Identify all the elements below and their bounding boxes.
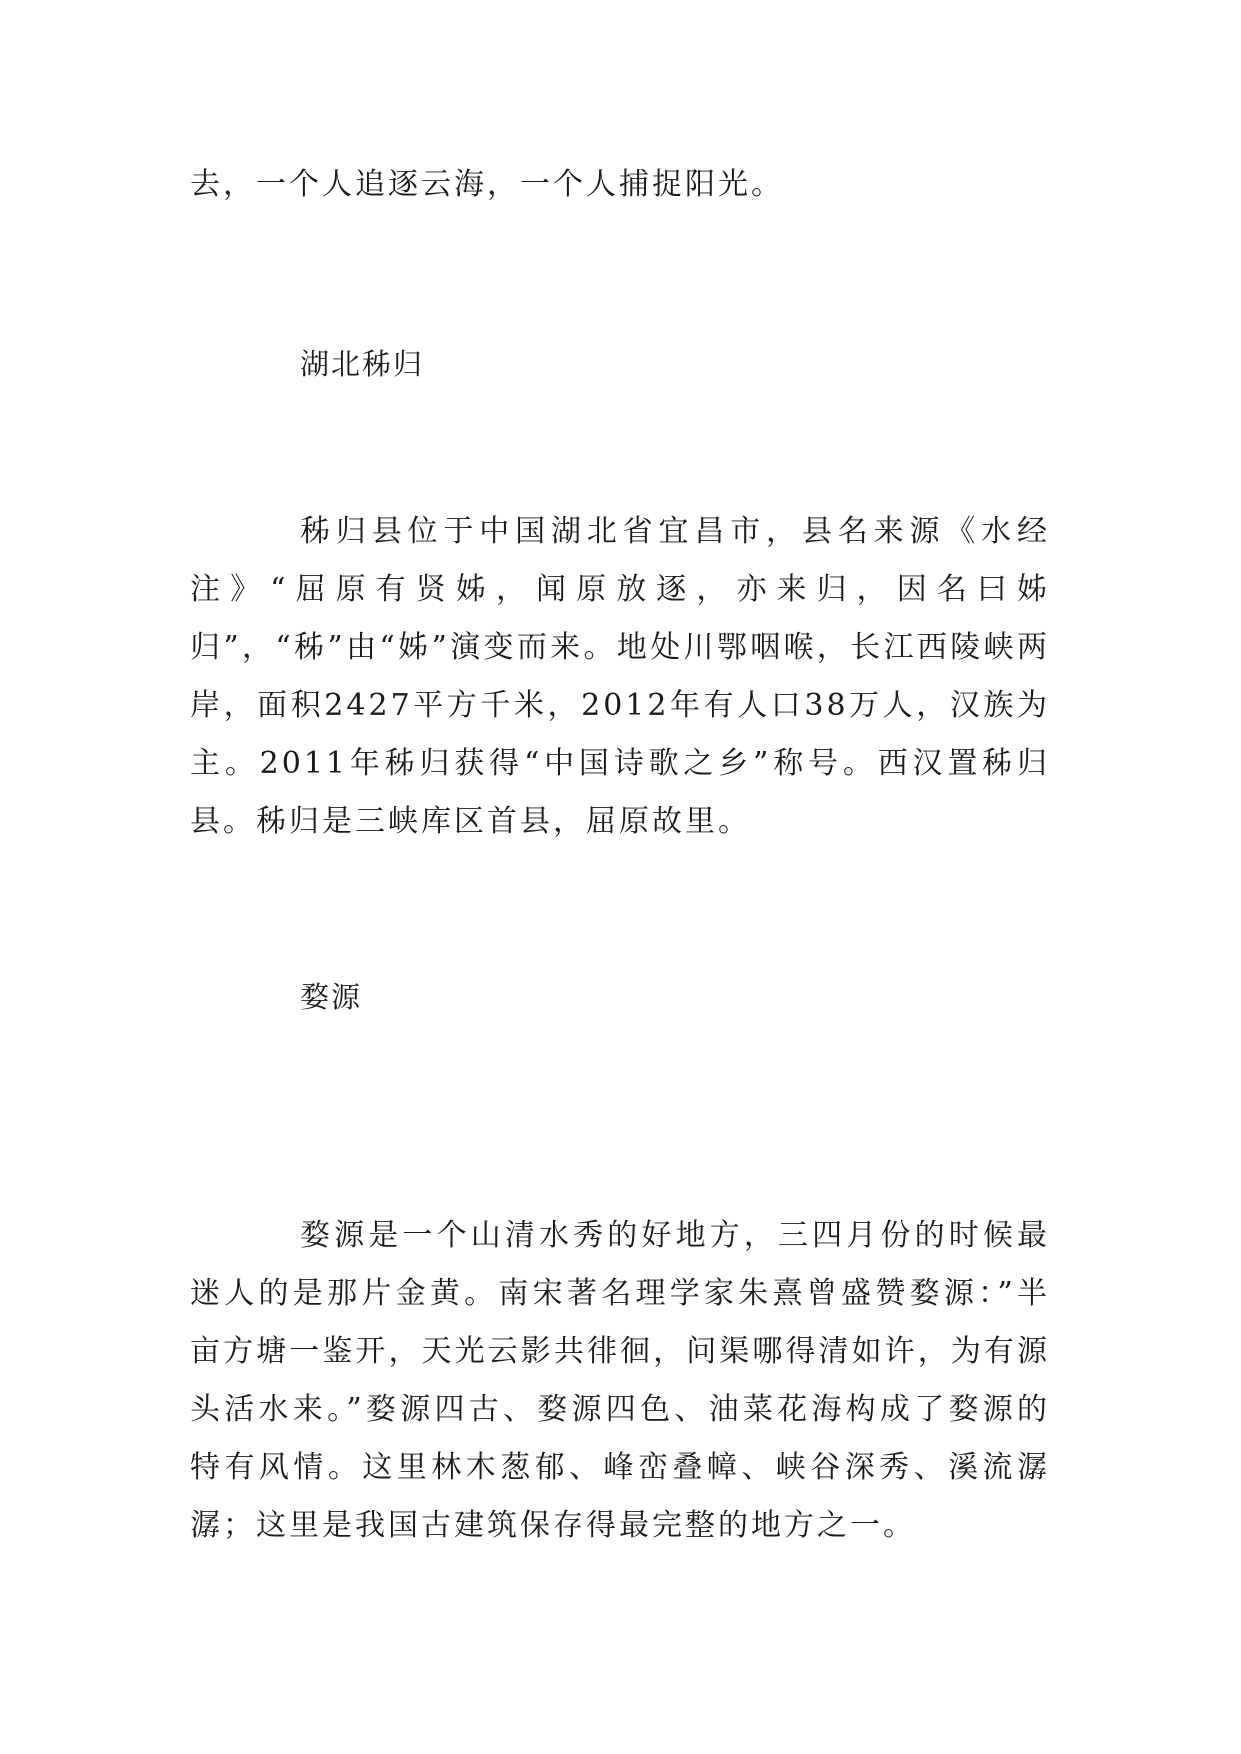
- continuation-line: 去，一个人追逐云海，一个人捕捉阳光。: [190, 167, 784, 202]
- section-heading-zigui: 湖北秭归: [300, 347, 425, 381]
- paragraph-wuyuan: 婺源是一个山清水秀的好地方，三四月份的时候最迷人的是那片金黄。南宋著名理学家朱熹曾盛赞婺源：”半亩方塘一鉴开，天光云影共徘徊，问渠哪得清如许，为有源头活水来。”婺源四古、婺源四色、油菜花海构成了婺源的特有风情。这里林木葱郁、峰峦叠幛、峡谷深秀、溪流潺潺；这里是我国古建筑保存得最完整的地方之一。: [190, 1218, 1050, 1543]
- paragraph-zigui: 秭归县位于中国湖北省宜昌市，县名来源《水经注》“屈原有贤姊，闻原放逐，亦来归，因名曰姊归”，“秭”由“姊”演变而来。地处川鄂咽喉，长江西陵峡两岸，面积2427平方千米，2012年有人口38万人，汉族为主。2011年秭归获得“中国诗歌之乡”称号。西汉置秭归县。秭归是三峡库区首县，屈原故里。: [190, 514, 1050, 839]
- section-heading-wuyuan: 婺源: [300, 980, 363, 1014]
